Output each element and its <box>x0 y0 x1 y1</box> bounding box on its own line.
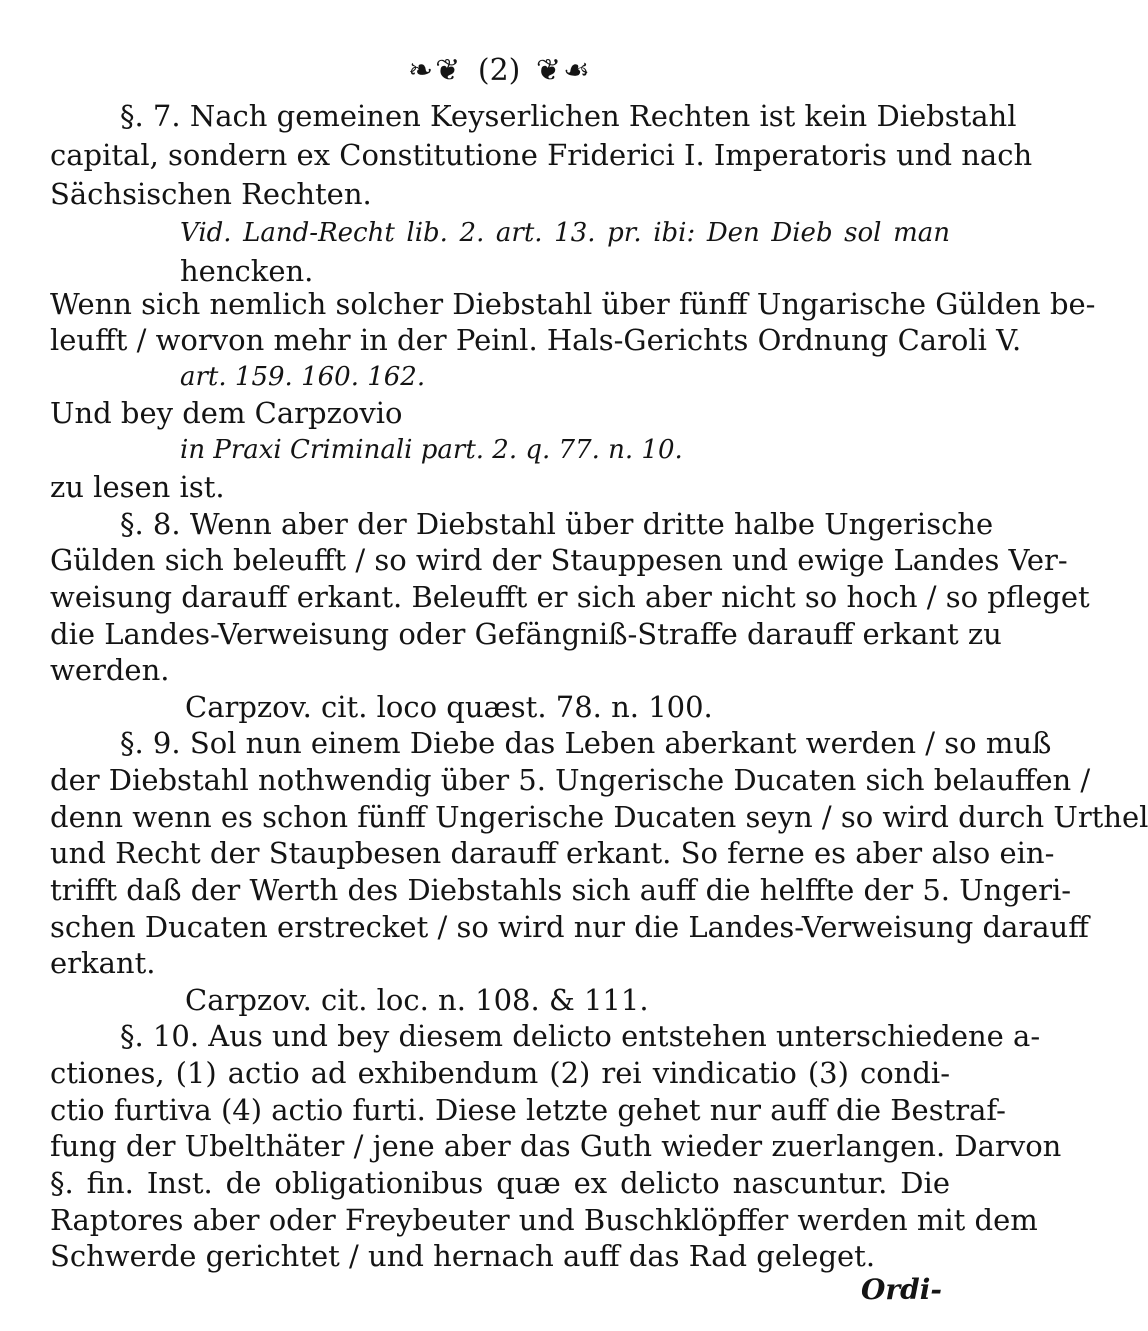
text-line: Gülden sich beleufft / so wird der Stauppesen und ewige Landes Ver- <box>50 543 1068 577</box>
text-line: §. 10. Aus und bey diesem delicto entstehen unterschiedene a- <box>120 1019 1041 1053</box>
page-number: (2) <box>477 53 521 88</box>
ornament-left-icon: ❧❦ <box>408 53 463 88</box>
text-line: §. 7. Nach gemeinen Keyserlichen Rechten ist kein Diebstahl <box>120 99 1017 133</box>
text-line: der Diebstahl nothwendig über 5. Ungerische Ducaten sich belauffen / <box>50 763 1091 797</box>
text-line: erkant. <box>50 946 156 980</box>
catchword: Ordi- <box>861 1273 942 1306</box>
text-line: §. fin. Inst. de obligationibus quæ ex delicto nascuntur. Die <box>50 1166 950 1200</box>
citation-line: Vid. Land-Recht lib. 2. art. 13. pr. ibi: Den Dieb sol man <box>180 218 950 248</box>
text-line: capital, sondern ex Constitutione Friderici I. Imperatoris und nach <box>50 138 1033 172</box>
text-line: hencken. <box>180 254 314 288</box>
text-line: ctiones, (1) actio ad exhibendum (2) rei vindicatio (3) condi- <box>50 1056 950 1090</box>
text-line: Raptores aber oder Freybeuter und Buschklöpffer werden mit dem <box>50 1203 1038 1237</box>
text-line: trifft daß der Werth des Diebstahls sich auff die helffte der 5. Ungeri- <box>50 873 1072 907</box>
text-line: fung der Ubelthäter / jene aber das Guth wieder zuerlangen. Darvon <box>50 1129 1062 1163</box>
text-line: denn wenn es schon fünff Ungerische Ducaten seyn / so wird durch Urthel <box>50 800 1148 834</box>
text-line: die Landes-Verweisung oder Gefängniß-Straffe darauff erkant zu <box>50 617 1002 651</box>
text-line: Und bey dem Carpzovio <box>50 396 403 430</box>
text-line: schen Ducaten erstrecket / so wird nur die Landes-Verweisung darauff <box>50 910 1089 944</box>
text-line: Sächsischen Rechten. <box>50 177 372 211</box>
text-line: ctio furtiva (4) actio furti. Diese letzte gehet nur auff die Bestraf- <box>50 1093 1006 1127</box>
text-line: weisung darauff erkant. Beleufft er sich aber nicht so hoch / so pfleget <box>50 580 1090 614</box>
citation-line: art. 159. 160. 162. <box>180 362 426 392</box>
page-header <box>0 50 1000 91</box>
citation-line: Carpzov. cit. loco quæst. 78. n. 100. <box>185 690 713 724</box>
text-line: werden. <box>50 653 170 687</box>
text-line: §. 9. Sol nun einem Diebe das Leben aberkant werden / so muß <box>120 726 1052 760</box>
citation-line: in Praxi Criminali part. 2. q. 77. n. 10. <box>180 435 683 465</box>
text-line: und Recht der Staupbesen darauff erkant. So ferne es aber also ein- <box>50 836 1055 870</box>
text-line: Schwerde gerichtet / und hernach auff das Rad geleget. <box>50 1239 876 1273</box>
ornament-right-icon: ❦☙ <box>535 53 592 88</box>
citation-line: Carpzov. cit. loc. n. 108. & 111. <box>185 983 649 1017</box>
text-line: §. 8. Wenn aber der Diebstahl über dritte halbe Ungerische <box>120 507 994 541</box>
text-line: Wenn sich nemlich solcher Diebstahl über fünff Ungarische Gülden be- <box>50 287 1096 321</box>
text-line: zu lesen ist. <box>50 470 225 504</box>
text-line: leufft / worvon mehr in der Peinl. Hals-Gerichts Ordnung Caroli V. <box>50 323 1022 357</box>
